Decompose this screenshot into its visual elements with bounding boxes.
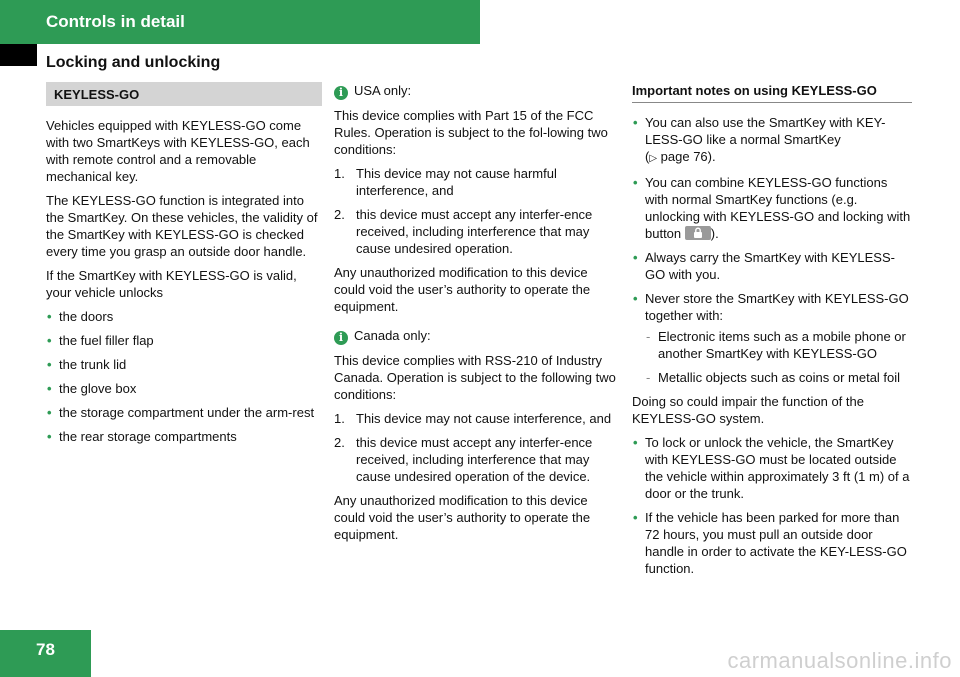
list-item: 1. This device may not cause harmful interference, and (334, 166, 557, 198)
bullet-icon: • (47, 357, 52, 372)
list-item: - Metallic objects such as coins or metal foil (646, 370, 901, 385)
usa-compliance-note (334, 82, 616, 315)
keyless-para-3: If the SmartKey with KEYLESS-GO is valid, your vehicle unlocks (46, 268, 297, 300)
usa-conditions (334, 165, 616, 257)
bullet-icon: • (633, 510, 638, 525)
impair-warning: Doing so could impair the function of the KEYLESS-GO system. (632, 394, 864, 426)
column-important-notes (632, 82, 912, 584)
bullet-icon: • (633, 435, 638, 450)
list-item: • the trunk lid (47, 357, 127, 372)
list-item: • the doors (47, 309, 114, 324)
usa-label: USA only: (354, 83, 412, 98)
bullet-icon: • (47, 381, 52, 396)
list-item: • the glove box (47, 381, 137, 396)
notes-list (632, 114, 912, 386)
list-item: • You can also use the SmartKey with KEY-LESS-GO like a normal SmartKey (▷ page 76). (633, 115, 886, 164)
bullet-icon: • (633, 250, 638, 265)
usa-intro: This device complies with Part 15 of the FCC Rules. Operation is subject to the fol-lowing two conditions: (334, 108, 608, 157)
dash-icon: - (646, 370, 651, 385)
unlock-list (46, 308, 322, 445)
usa-closing: Any unauthorized modification to this device could void the user’s authority to operate the equipment. (334, 265, 591, 314)
keyless-para-2: The KEYLESS-GO function is integrated into the SmartKey. On these vehicles, the validity of the SmartKey with KEYLESS-GO is checked every time you grasp an outside door handle. (46, 193, 318, 259)
page-reference-link[interactable]: page 76). (660, 149, 716, 164)
bullet-icon: • (47, 405, 52, 420)
bullet-icon: • (47, 309, 52, 324)
list-item: 2. this device must accept any interfer-ence received, including interference that may cause undesired operation of the device. (334, 435, 593, 484)
bullet-icon: • (633, 115, 638, 130)
bullet-icon: • (633, 175, 638, 190)
canada-compliance-note (334, 327, 616, 543)
list-item: • You can combine KEYLESS-GO functions with normal SmartKey functions (e.g. unlocking with KEYLESS-GO and locking with button ). (633, 175, 911, 241)
list-item: • Always carry the SmartKey with KEYLESS-GO with you. (633, 250, 895, 282)
canada-closing: Any unauthorized modification to this device could void the user’s authority to operate the equipment. (334, 493, 591, 542)
canada-label: Canada only: (354, 328, 431, 343)
list-item: • To lock or unlock the vehicle, the SmartKey with KEYLESS-GO must be located outside the vehicle within approximately 3 ft (1 m) of a door or the trunk. (633, 435, 910, 501)
keyless-para-1: Vehicles equipped with KEYLESS-GO come with two SmartKeys with KEYLESS-GO, each with remote control and a removable mechanical key. (46, 118, 310, 184)
info-icon: i (334, 86, 348, 100)
canada-conditions (334, 410, 616, 485)
list-item: • the fuel filler flap (47, 333, 154, 348)
info-icon: i (334, 331, 348, 345)
list-item: 1. This device may not cause interference, and (334, 411, 612, 426)
column-keyless-go (46, 82, 322, 452)
page-number-box (0, 630, 91, 677)
section-title: Locking and unlocking (46, 54, 221, 71)
list-item: • If the vehicle has been parked for more than 72 hours, you must pull an outside door handle in order to activate the KEY-LESS-GO function. (633, 510, 907, 576)
list-item: • Never store the SmartKey with KEYLESS-GO together with: - Electronic items such as a mobile phone or another SmartKey with KEYLESS-GO - Metallic objects such as coins or metal foil (632, 290, 912, 386)
column-compliance (334, 82, 616, 555)
chapter-title: Controls in detail (46, 12, 185, 31)
section-tab-marker (0, 44, 37, 66)
bullet-icon: • (47, 429, 52, 444)
page-number: 78 (36, 640, 55, 659)
watermark: carmanualsonline.info (727, 648, 952, 673)
dash-icon: - (646, 329, 651, 344)
lock-button-icon (685, 226, 711, 240)
bullet-icon: • (633, 291, 638, 306)
page-reference-arrow-icon: ▷ (649, 153, 658, 164)
canada-intro: This device complies with RSS-210 of Industry Canada. Operation is subject to the following two conditions: (334, 353, 616, 402)
important-notes-heading: Important notes on using KEYLESS-GO (632, 82, 912, 103)
list-item: 2. this device must accept any interfer-ence received, including interference that may cause undesired operation. (334, 207, 593, 256)
keyless-go-heading: KEYLESS-GO (46, 82, 322, 106)
list-item: • the storage compartment under the arm-rest (47, 405, 315, 420)
notes-list-continued (632, 434, 912, 577)
store-warning-list (645, 328, 912, 386)
list-item: - Electronic items such as a mobile phone or another SmartKey with KEYLESS-GO (646, 329, 906, 361)
bullet-icon: • (47, 333, 52, 348)
list-item: • the rear storage compartments (47, 429, 237, 444)
